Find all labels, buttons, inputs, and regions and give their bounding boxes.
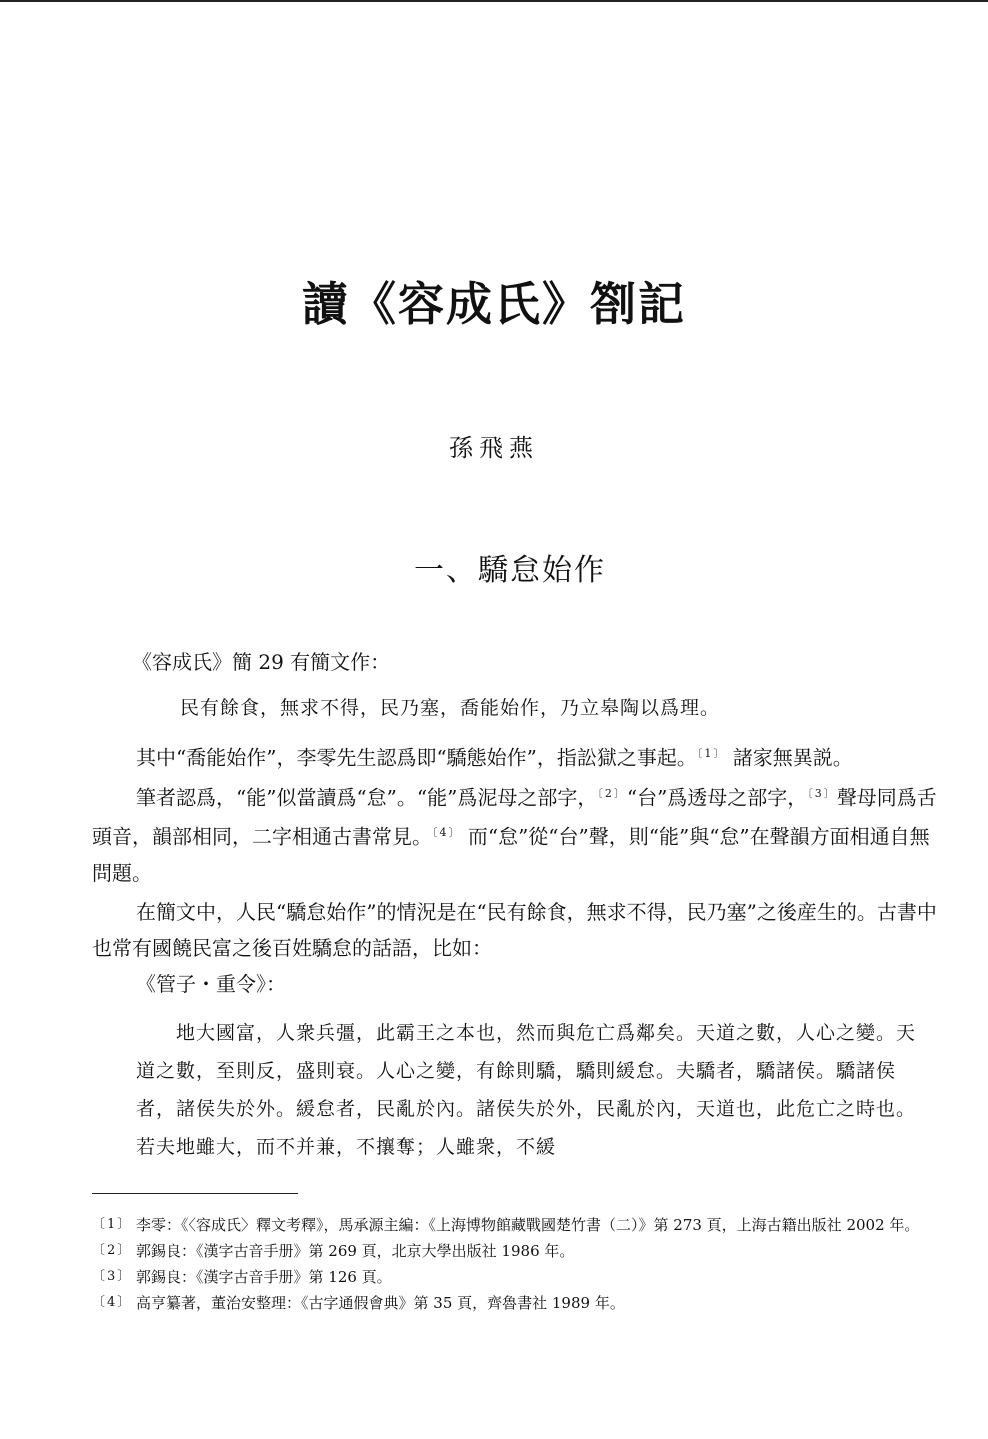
p2-sentence-5: 聲母同爲舌頭音，韻部相同，二字相通古書常見。 (92, 785, 937, 849)
section-heading: 一、驕怠始作 (414, 553, 606, 588)
p2-sentence-1: 其中“喬能始作”，李零先生認爲即“驕態始作”，指訟獄之事起。 (136, 745, 697, 770)
footnote-2 (92, 1238, 942, 1264)
paragraph-3 (92, 894, 938, 1002)
footnote-ref-2[interactable]: 〔2〕 (597, 786, 627, 800)
quotation-1: 民有餘食，無求不得，民乃塞，喬能始作，乃立皋陶以爲理。 (180, 697, 721, 719)
paragraph-2 (92, 736, 938, 891)
paragraph-2-line-2 (92, 776, 938, 891)
paragraph-2-line-1 (92, 736, 938, 776)
footnotes (92, 1212, 942, 1316)
p2-sentence-6: 而“怠”從“台”聲，則“能”與“怠”在聲韻方面相通自無問題。 (92, 824, 930, 885)
top-rule (0, 0, 988, 2)
footnote-text: 李零：《〈容成氏〉釋文考釋》，馬承源主編：《上海博物館藏戰國楚竹書（二）》第 273 頁，上海古籍出版社 2002 年。 (136, 1216, 920, 1234)
footnote-text: 郭錫良：《漢字古音手册》第 126 頁。 (136, 1268, 392, 1286)
p2-sentence-4: “台”爲透母之部字， (626, 785, 808, 810)
footnote-number: 〔4〕 (92, 1295, 133, 1310)
footnote-number: 〔1〕 (92, 1217, 133, 1232)
intro-text: 《容成氏》簡 29 有簡文作： (132, 650, 391, 674)
footnote-1 (92, 1212, 942, 1238)
article-title: 讀《容成氏》劄記 (302, 277, 686, 331)
footnote-text: 高亨纂著，董治安整理：《古字通假會典》第 35 頁，齊魯書社 1989 年。 (136, 1294, 625, 1312)
p3-source-label: 《管子・重令》： (136, 972, 286, 996)
p2-sentence-3: 筆者認爲，“能”似當讀爲“怠”。“能”爲泥母之部字， (136, 785, 598, 810)
footnote-4 (92, 1290, 942, 1316)
footnote-number: 〔3〕 (92, 1269, 133, 1284)
footnote-3 (92, 1264, 942, 1290)
quotation-2 (136, 1014, 916, 1166)
footnote-number: 〔2〕 (92, 1243, 133, 1258)
footnote-ref-3[interactable]: 〔3〕 (807, 786, 837, 800)
p2-sentence-2: 諸家無異説。 (732, 745, 853, 770)
author-name: 孫飛燕 (449, 434, 539, 462)
footnote-ref-1[interactable]: 〔1〕 (696, 747, 727, 760)
footnote-ref-4[interactable]: 〔4〕 (432, 826, 462, 840)
p3-sentence-1: 在簡文中，人民“驕怠始作”的情況是在“民有餘食，無求不得，民乃塞”之後産生的。古書中也常有國饒民富之後百姓驕怠的話語，比如： (92, 900, 937, 960)
intro-paragraph (92, 644, 938, 680)
footnote-text: 郭錫良：《漢字古音手册》第 269 頁，北京大學出版社 1986 年。 (136, 1242, 575, 1260)
footnote-divider (92, 1193, 298, 1194)
quotation-2-text: 地大國富，人衆兵彊，此霸王之本也，然而與危亡爲鄰矣。天道之數，人心之變。天道之數，至則反，盛則衰。人心之變，有餘則驕，驕則緩怠。夫驕者，驕諸侯。驕諸侯者，諸侯失於外。緩怠者，民亂於內。諸侯失於外，民亂於內，天道也，此危亡之時也。若夫地雖大，而不并兼，不攘奪；人雖衆，不緩 (136, 1022, 917, 1158)
